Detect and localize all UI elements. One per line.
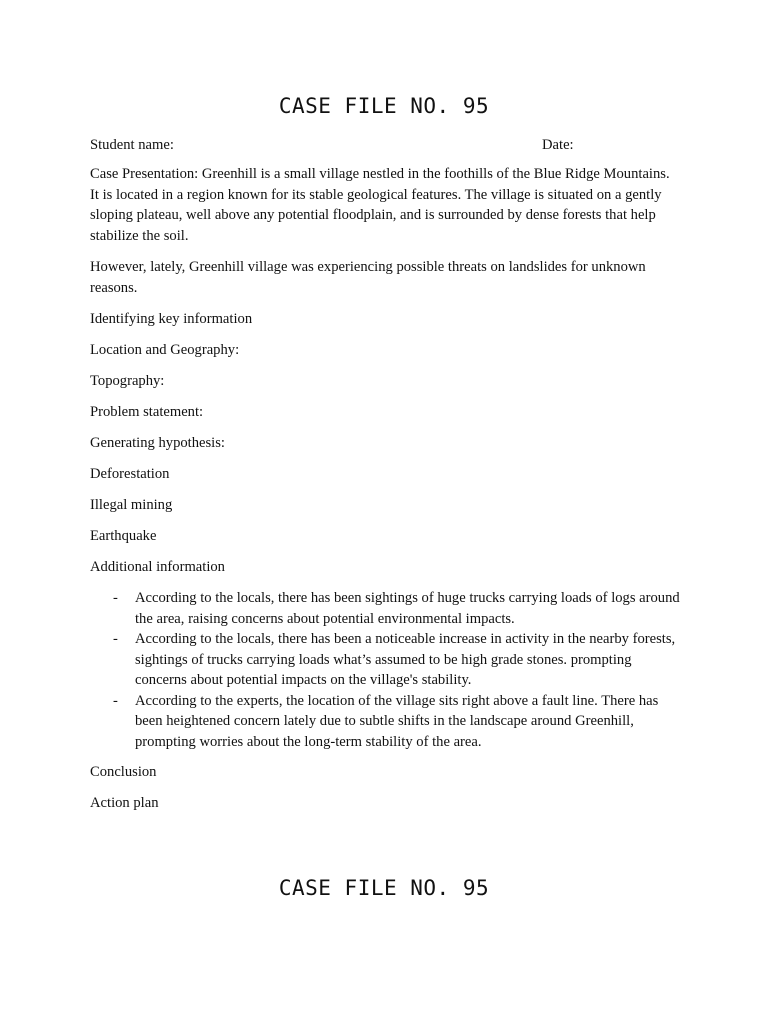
additional-information-heading: Additional information — [90, 559, 225, 575]
additional-info-list — [90, 588, 680, 752]
list-item-text: According to the locals, there has been a noticeable increase in activity in the nearby forests, sightings of trucks carrying loads what’s assumed to be high grade stones. prompting concerns about potential impacts on the village's stability. — [135, 631, 676, 688]
conclusion-heading: Conclusion — [90, 764, 157, 780]
list-item — [90, 588, 680, 629]
student-info-row — [90, 135, 680, 155]
identifying-key-info-heading: Identifying key information — [90, 311, 253, 327]
list-item-text: According to the locals, there has been sightings of huge trucks carrying loads of logs around the area, raising concerns about potential environmental impacts. — [135, 590, 680, 627]
hypothesis-earthquake: Earthquake — [90, 528, 157, 544]
hypothesis-illegal-mining: Illegal mining — [90, 497, 173, 513]
case-presentation-paragraph: Case Presentation: Greenhill is a small village nestled in the foothills of the Blue Ridge Mountains. It is located in a region known for its stable geological features. The village is situated on a gently sloping plateau, well above any potential floodplain, and is surrounded by dense forests that help stabilize the soil. — [90, 166, 670, 244]
threat-paragraph: However, lately, Greenhill village was experiencing possible threats on landslides for unknown reasons. — [90, 259, 646, 296]
problem-statement-heading: Problem statement: — [90, 404, 204, 420]
document-body — [90, 135, 680, 824]
location-geography-heading: Location and Geography: — [90, 342, 240, 358]
topography-heading: Topography: — [90, 373, 165, 389]
bullet-dash: - — [113, 692, 118, 709]
list-item — [90, 629, 680, 691]
footer-case-file-title: CASE FILE NO. 95 — [278, 876, 490, 900]
generating-hypothesis-heading: Generating hypothesis: — [90, 435, 225, 451]
bullet-dash: - — [113, 631, 118, 647]
student-name-label: Student name: — [90, 137, 174, 153]
list-item-text: According to the experts, the location of the village sits right above a fault line. There has been heightened concern lately due to subtle shifts in the landscape around Greenhill, prompting worries about the long-term stability of the area. — [135, 692, 659, 750]
list-item — [90, 691, 680, 753]
bullet-dash: - — [113, 590, 118, 606]
date-label: Date: — [542, 137, 574, 153]
hypothesis-deforestation: Deforestation — [90, 466, 170, 482]
case-file-title: CASE FILE NO. 95 — [278, 94, 490, 118]
action-plan-heading: Action plan — [90, 795, 159, 811]
